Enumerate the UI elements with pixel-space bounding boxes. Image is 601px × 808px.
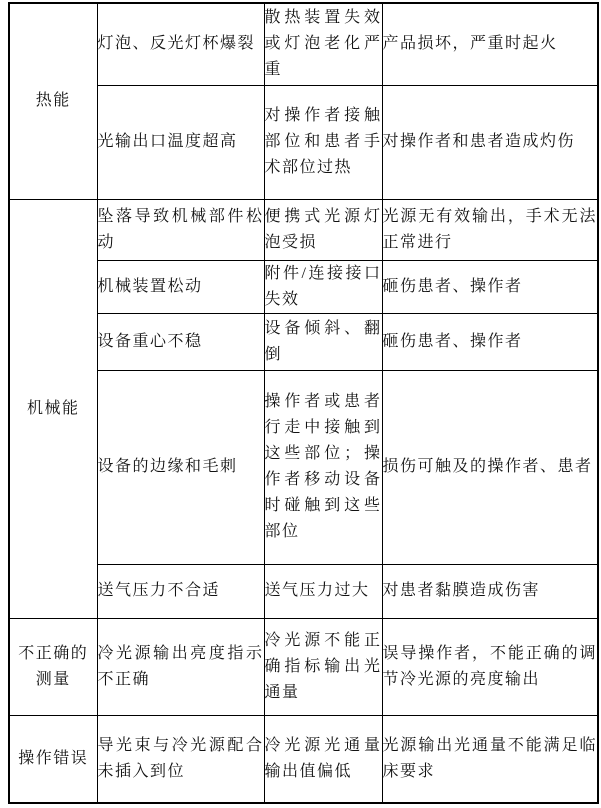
harm-cell: 砸伤患者、操作者	[382, 313, 598, 370]
harm-cell: 光源无有效输出，手术无法正常进行	[382, 199, 598, 260]
hazard-cause-cell: 设备的边缘和毛刺	[97, 370, 264, 564]
table-row	[9, 85, 598, 199]
hazard-cause-cell: 光输出口温度超高	[97, 85, 264, 199]
failure-mode-cell: 散热装置失效或灯泡老化严重	[264, 3, 382, 85]
failure-mode-cell: 对操作者接触部位和患者手术部位过热	[264, 85, 382, 199]
failure-mode-cell: 附件/连接接口失效	[264, 260, 382, 313]
failure-mode-cell: 设备倾斜、翻倒	[264, 313, 382, 370]
failure-mode-cell: 操作者或患者行走中接触到这些部位；操作者移动设备时碰触到这些部位	[264, 370, 382, 564]
harm-cell: 误导操作者，不能正确的调节冷光源的亮度输出	[382, 618, 598, 715]
hazard-cause-cell: 设备重心不稳	[97, 313, 264, 370]
table-row	[9, 564, 598, 618]
hazard-category-cell: 不正确的测量	[9, 618, 97, 715]
harm-cell: 对操作者和患者造成灼伤	[382, 85, 598, 199]
harm-cell: 损伤可触及的操作者、患者	[382, 370, 598, 564]
table-row	[9, 618, 598, 715]
table-row	[9, 313, 598, 370]
hazard-cause-cell: 机械装置松动	[97, 260, 264, 313]
failure-mode-cell: 冷光源不能正确指标输出光通量	[264, 618, 382, 715]
harm-cell: 产品损坏，严重时起火	[382, 3, 598, 85]
hazard-category-cell: 操作错误	[9, 715, 97, 803]
harm-cell: 对患者黏膜造成伤害	[382, 564, 598, 618]
failure-mode-cell: 送气压力过大	[264, 564, 382, 618]
hazard-cause-cell: 导光束与冷光源配合未插入到位	[97, 715, 264, 803]
hazard-category-cell: 机械能	[9, 199, 97, 618]
table-row	[9, 199, 598, 260]
harm-cell: 光源输出光通量不能满足临床要求	[382, 715, 598, 803]
hazard-cause-cell: 灯泡、反光灯杯爆裂	[97, 3, 264, 85]
table-row	[9, 715, 598, 803]
table-row	[9, 370, 598, 564]
hazard-cause-cell: 冷光源输出亮度指示不正确	[97, 618, 264, 715]
table-row	[9, 3, 598, 85]
risk-analysis-table	[8, 2, 599, 804]
failure-mode-cell: 冷光源光通量输出值偏低	[264, 715, 382, 803]
hazard-cause-cell: 送气压力不合适	[97, 564, 264, 618]
harm-cell: 砸伤患者、操作者	[382, 260, 598, 313]
failure-mode-cell: 便携式光源灯泡受损	[264, 199, 382, 260]
hazard-cause-cell: 坠落导致机械部件松动	[97, 199, 264, 260]
table-row	[9, 260, 598, 313]
hazard-category-cell: 热能	[9, 3, 97, 199]
